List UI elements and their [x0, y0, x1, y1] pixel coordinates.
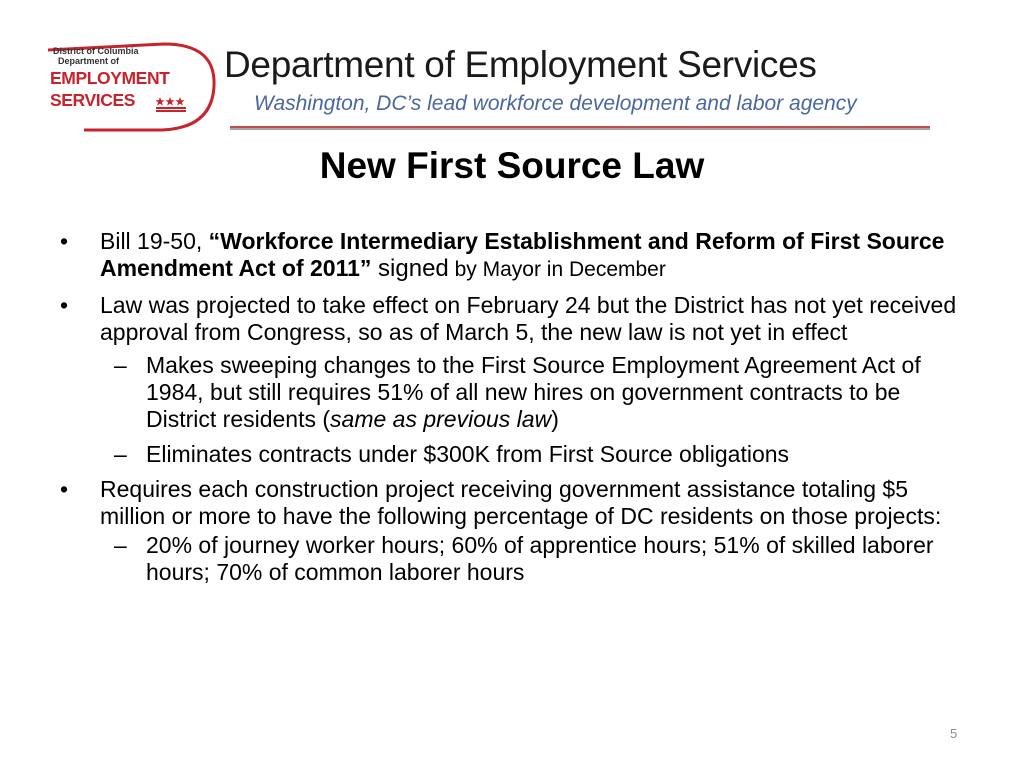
slide-title: New First Source Law: [319, 145, 705, 186]
sub-bullet-close: ): [551, 406, 559, 432]
header-divider: [230, 126, 930, 130]
sub-bullet-text: Makes sweeping changes to the First Source Employment Agreement Act of 1984, but still requires 51% of all new hires on government contracts to be District residents (: [146, 352, 921, 432]
page-number: 5: [950, 726, 958, 741]
bullet-icon: •: [60, 228, 69, 254]
sub-bullet-item: [60, 352, 960, 433]
logo-line-4: SERVICES: [50, 90, 135, 110]
bullet-text: Requires each construction project receiving government assistance totaling $5 million or more to have the following percentage of DC residents on those projects:: [100, 476, 942, 529]
sub-bullet-text: 20% of journey worker hours; 60% of apprentice hours; 51% of skilled laborer hours; 70% of common laborer hours: [146, 532, 934, 585]
sub-bullet-item: [60, 532, 960, 586]
sub-bullet-italic: same as previous law: [330, 406, 552, 432]
bullet-item: [60, 476, 960, 530]
dc-flag-icon: [156, 96, 194, 112]
bullet-text-prefix: Bill 19-50,: [100, 228, 209, 254]
logo-line-3: EMPLOYMENT: [50, 68, 170, 88]
dash-icon: –: [114, 441, 127, 467]
bullet-item: [60, 292, 960, 346]
slide-content: [60, 228, 960, 594]
dash-icon: –: [114, 532, 127, 558]
department-subtitle: Washington, DC’s lead workforce development and labor agency: [254, 92, 857, 115]
bullet-icon: •: [60, 292, 69, 318]
logo-line-2: Department of: [58, 56, 120, 66]
bullet-icon: •: [60, 476, 69, 502]
bullet-signed: signed: [371, 255, 449, 282]
des-logo: [44, 40, 219, 132]
department-title: Department of Employment Services: [224, 44, 817, 85]
sub-bullet-text: Eliminates contracts under $300K from First Source obligations: [146, 441, 790, 467]
dash-icon: –: [114, 352, 127, 378]
bullet-text: Law was projected to take effect on February 24 but the District has not yet received approval from Congress, so as of March 5, the new law is not yet in effect: [100, 292, 957, 345]
header-divider-gray: [230, 128, 930, 130]
bullet-bill-name: “Workforce Intermediary Establishment and Reform of First Source Amendment Act of 2011”: [100, 228, 945, 281]
sub-bullet-item: [60, 441, 960, 468]
bullet-item: [60, 228, 960, 283]
logo-line-1: District of Columbia: [53, 46, 139, 56]
bullet-text-suffix: by Mayor in December: [448, 258, 666, 281]
